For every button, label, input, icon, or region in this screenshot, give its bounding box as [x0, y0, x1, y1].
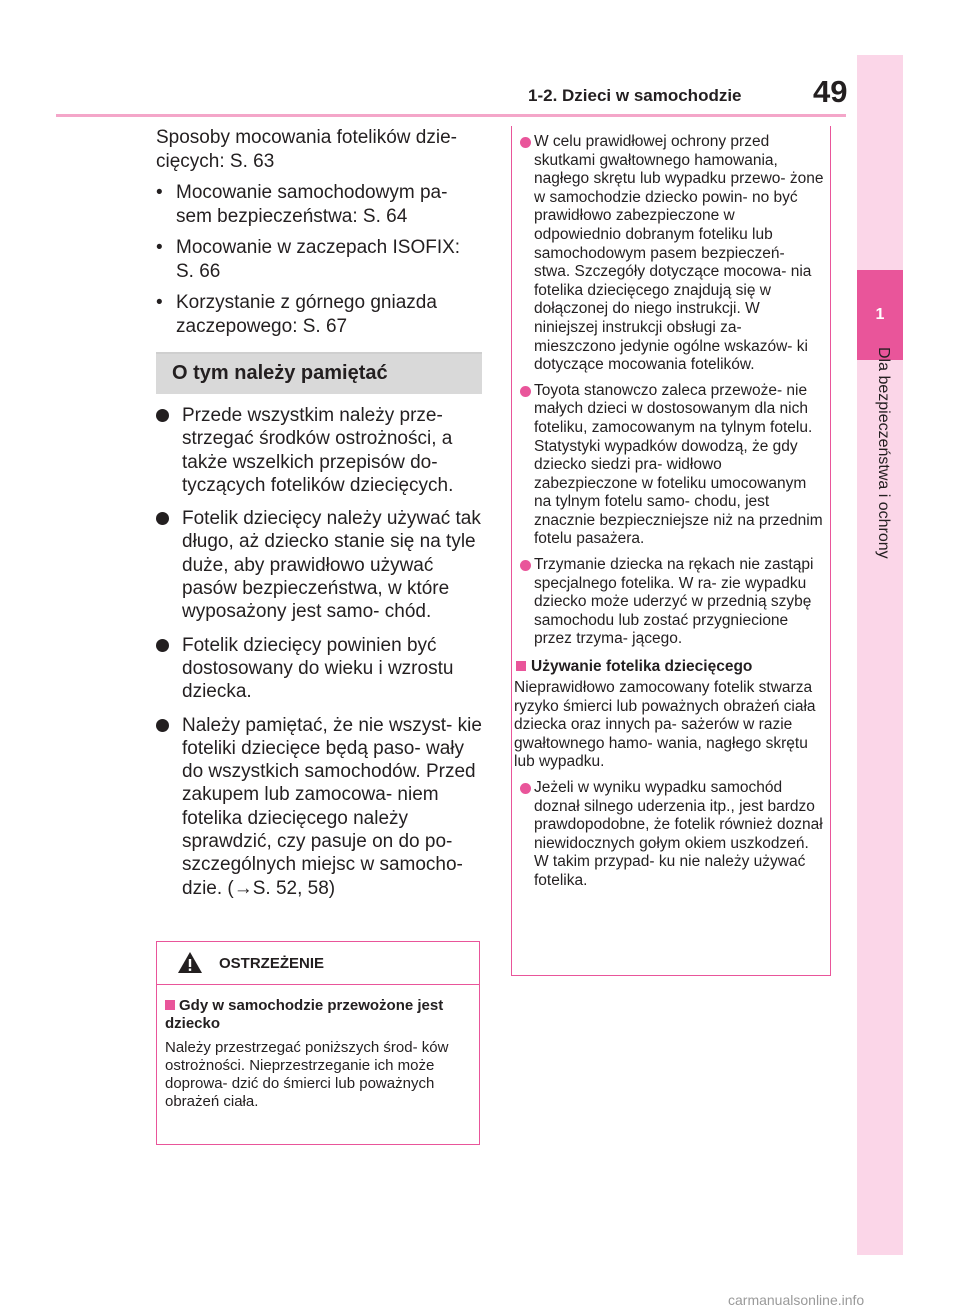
note-paragraph: Nieprawidłowo zamocowany fotelik stwarza ryzyko śmierci lub poważnych obrażeń ciała dziecka oraz innych pa- sażerów w razie gwałtownego hamo- wania, nagłego skrętu lub wypadku.: [514, 679, 816, 771]
list-item: [156, 291, 482, 338]
warning-subheading: [157, 985, 479, 1033]
warning-title: OSTRZEŻENIE: [219, 955, 325, 972]
bullet-dot: [156, 512, 169, 525]
note-item: [516, 382, 824, 549]
right-column-box: [511, 126, 831, 976]
bullet-dot: [156, 719, 169, 732]
bullet-dot: [156, 639, 169, 652]
bullet-item: [156, 404, 482, 497]
note-text: Toyota stanowczo zaleca przewoże- nie małych dzieci w dostosowanym dla nich foteliku, zamocowanym na tylnym fotelu. Statystyki wypadków dowodzą, że gdy dziecko siedzi pra- widłowo zabezpieczone w foteliku umocowanym na tylnym fotelu samo- chodu, jest znacznie bezpieczniejsze niż na przednim fotelu pasażera.: [534, 381, 823, 548]
left-column: [156, 126, 482, 900]
section-heading-bar: [156, 352, 482, 394]
list-item-text: Mocowanie samochodowym pa- sem bezpieczeństwa: S. 64: [176, 182, 448, 227]
section-title: 1-2. Dzieci w samochodzie: [528, 86, 742, 105]
header-divider: [56, 114, 846, 117]
note-text: Trzymanie dziecka na rękach nie zastąpi specjalnego fotelika. W ra- zie wypadku dziecko może uderzyć w przednią szybę samochodu lub zostać przygniecione przez trzyma- jącego.: [534, 556, 814, 648]
section-heading: O tym należy pamiętać: [172, 362, 388, 384]
bullet-text: Przede wszystkim należy prze- strzegać środków ostrożności, a także wszelkich przepisów do- tyczących fotelików dziecięcych.: [182, 405, 454, 496]
note-item: [516, 779, 824, 891]
chapter-label: Dla bezpieczeństwa i ochrony: [875, 347, 892, 559]
chapter-side-strip: [857, 55, 903, 1255]
bullet-dot: [520, 137, 531, 148]
note-subheading: [516, 657, 826, 676]
square-marker-icon: [165, 1000, 175, 1010]
chapter-number-tab: 1: [857, 270, 903, 360]
bullet-dot: [520, 783, 531, 794]
bullet-dot: [520, 386, 531, 397]
note-text: W celu prawidłowej ochrony przed skutkami gwałtownego hamowania, nagłego skrętu lub wypadku przewo- żone w samochodzie dziecko powin- no być prawidłowo zabezpieczone w odpowiednio dobranym foteliku lub samochodowym pasem bezpieczeń- stwa. Szczegóły dotyczące mocowa- nia fotelika dziecięcego znajdują się w dołączonej do niego instrukcji. W niniejszej instrukcji obsługi za- mieszczono jedynie ogólne wskazów- ki dotyczące mocowania fotelików.: [534, 133, 824, 374]
bullet-item: [156, 714, 482, 900]
bullet-marker: •: [156, 237, 163, 258]
intro-text: Sposoby mocowania fotelików dzie- cięcych: S. 63: [156, 127, 457, 172]
bullet-item: [156, 507, 482, 623]
bullet-dot: [156, 409, 169, 422]
bullet-item: [156, 634, 482, 704]
bullet-text: Należy pamiętać, że nie wszyst- kie foteliki dziecięce będą paso- wały do wszystkich samochodów. Przed zakupem lub zamocowa- niem fotelika dziecięcego należy sprawdzić, czy pasuje on do po- szczególnych miejsc w samocho- dzie. (→S. 52, 58): [182, 714, 482, 899]
note-subheading-text: Używanie fotelika dziecięcego: [531, 658, 753, 676]
bullet-text: Fotelik dziecięcy powinien być dostosowany do wieku i wzrostu dziecka.: [182, 634, 454, 703]
watermark: carmanualsonline.info: [728, 1292, 865, 1308]
bullet-marker: •: [156, 182, 163, 203]
list-item-text: Korzystanie z górnego gniazda zaczepowego: S. 67: [176, 292, 437, 337]
warning-triangle-icon: [177, 951, 203, 974]
note-item: [516, 133, 824, 375]
note-item: [516, 556, 824, 649]
list-item: [156, 181, 482, 228]
warning-text: Należy przestrzegać poniższych środ- ków ostrożności. Nieprzestrzeganie ich może doprowa- dzić do śmierci lub poważnych obrażeń ciała.: [165, 1039, 449, 1110]
warning-subheading-text: Gdy w samochodzie przewożone jest dziecko: [165, 997, 444, 1032]
warning-box: [156, 941, 480, 1145]
list-item-text: Mocowanie w zaczepach ISOFIX: S. 66: [176, 237, 461, 282]
bullet-marker: •: [156, 292, 163, 313]
bullet-dot: [520, 560, 531, 571]
warning-header: [157, 942, 479, 985]
list-item: [156, 236, 482, 283]
note-text: Jeżeli w wyniku wypadku samochód doznał silnego uderzenia itp., jest bardzo prawdopodobne, że fotelik również doznał niewidocznych gołym okiem uszkodzeń. W takim przypad- ku nie należy używać fotelika.: [534, 779, 823, 889]
page-number: 49: [813, 74, 848, 109]
bullet-text: Fotelik dziecięcy należy używać tak długo, aż dziecko stanie się na tyle duże, aby prawidłowo używać pasów bezpieczeństwa, w które wyposażony jest samo- chód.: [182, 508, 481, 623]
square-marker-icon: [516, 661, 526, 671]
